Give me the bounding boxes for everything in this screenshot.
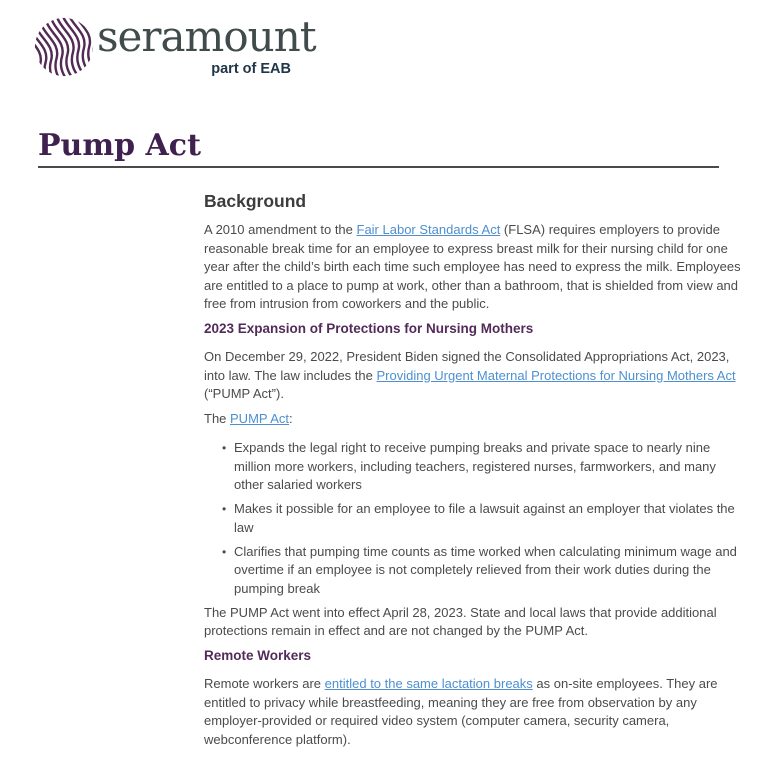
inline-link[interactable]: entitled to the same lactation breaks [324,676,533,691]
bullet-item [204,500,741,537]
bullet-icon: • [222,441,227,455]
text-segment: (“PUMP Act”). [204,386,284,401]
text-segment: The PUMP Act went into effect April 28, 2023. State and local laws that provide additional protections remain in effect and are not changed by the PUMP Act. [204,604,717,638]
text-segment: On December 29, 2022, President Biden signed the Consolidated Appropriations Act, 2023, into law. The law includes the [204,349,730,383]
paragraph [204,348,741,404]
text-segment: (FLSA) requires employers to provide reasonable break time for an employee to express breast milk for their nursing child for one year after the child’s birth each time such employee has need to express the milk. Employees are entitled to a place to pump at work, other than a bathroom, that is shielded from view and free from intrusion from coworkers and the public. [204,222,741,311]
section-heading: Background [204,191,307,211]
inline-link[interactable]: Fair Labor Standards Act [356,222,501,237]
text-segment: The [204,411,231,426]
paragraph [204,675,741,749]
text-segment: Makes it possible for an employee to file a lawsuit against an employer that violates the law [234,501,735,535]
bullet-icon: • [222,544,227,559]
title-divider [38,166,719,168]
seramount-swirl-globe-icon [33,16,95,78]
bullet-list [204,439,741,598]
inline-link[interactable]: PUMP Act [230,411,290,426]
logo-tagline: part of EAB [211,61,291,77]
text-segment: as on-site employees. They are entitled to privacy while breastfeeding, meaning they are free from observation by any employer-provided or required video system (computer camera, security camera, webconference platform). [204,676,718,747]
seramount-wordmark: seramount [97,12,316,61]
bullet-item [204,543,741,599]
document-body [204,191,741,756]
paragraph [204,221,741,314]
bullet-item [204,439,741,495]
text-segment: A 2010 amendment to the [204,222,357,237]
page-title: Pump Act [38,128,201,163]
paragraph [204,604,741,641]
bullet-icon: • [222,502,227,516]
text-segment: Remote workers are [204,676,325,691]
sub-heading: Remote Workers [204,648,312,663]
text-segment: Clarifies that pumping time counts as time worked when calculating minimum wage and overtime if an employee is not completely relieved from their work duties during the pumping break [234,543,737,596]
text-segment: : [289,411,293,426]
text-segment: Expands the legal right to receive pumping breaks and private space to nearly nine million more workers, including teachers, registered nurses, farmworkers, and many other salaried workers [234,440,716,492]
sub-heading: 2023 Expansion of Protections for Nursing Mothers [204,321,534,336]
paragraph [204,410,741,429]
inline-link[interactable]: Providing Urgent Maternal Protections for Nursing Mothers Act [376,367,736,383]
